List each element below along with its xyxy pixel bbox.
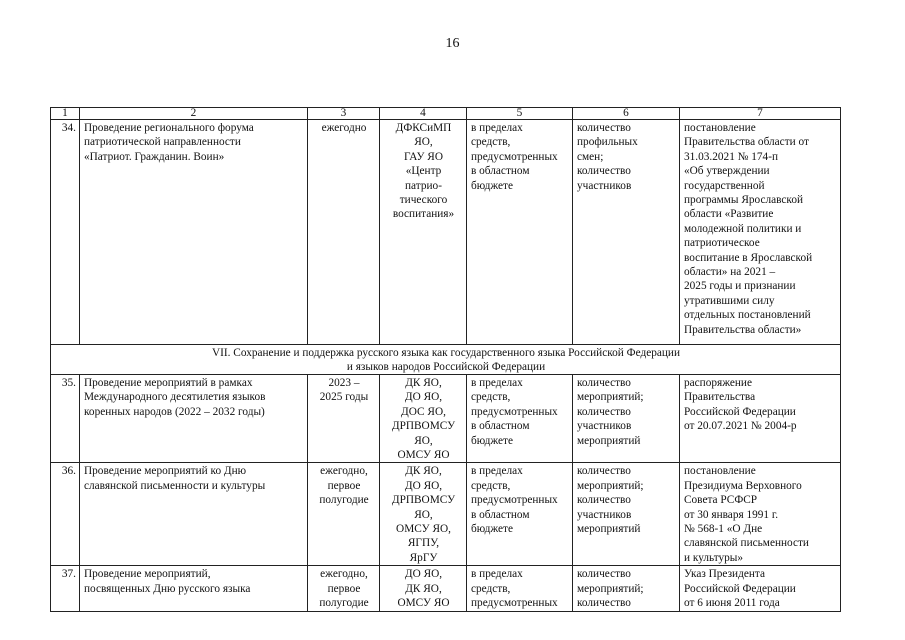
event-executors: ДО ЯО, ДК ЯО, ОМСУ ЯО <box>380 566 467 611</box>
header-cell: 6 <box>573 108 680 120</box>
table-row <box>51 120 841 345</box>
event-period: ежегодно <box>308 120 380 345</box>
header-cell: 7 <box>680 108 841 120</box>
event-legal-basis: постановление Президиума Верховного Совета РСФСР от 30 января 1991 г. № 568-1 «О Дне славянской письменности и культуры» <box>680 463 841 566</box>
row-number: 37. <box>51 566 80 611</box>
plan-table <box>50 107 841 612</box>
event-executors: ДФКСиМП ЯО, ГАУ ЯО «Центр патрио- тического воспитания» <box>380 120 467 345</box>
header-row <box>51 108 841 120</box>
header-cell: 2 <box>80 108 308 120</box>
event-indicators: количество мероприятий; количество участников мероприятий <box>573 375 680 463</box>
table-row <box>51 375 841 463</box>
header-cell: 5 <box>467 108 573 120</box>
event-funding: в пределах средств, предусмотренных <box>467 566 573 611</box>
event-period: 2023 – 2025 годы <box>308 375 380 463</box>
row-number: 35. <box>51 375 80 463</box>
event-name: Проведение мероприятий в рамках Международного десятилетия языков коренных народов (2022 – 2032 годы) <box>80 375 308 463</box>
event-indicators: количество профильных смен; количество участников <box>573 120 680 345</box>
event-period: ежегодно, первое полугодие <box>308 566 380 611</box>
event-period: ежегодно, первое полугодие <box>308 463 380 566</box>
row-number: 34. <box>51 120 80 345</box>
header-cell: 1 <box>51 108 80 120</box>
event-indicators: количество мероприятий; количество <box>573 566 680 611</box>
event-name: Проведение регионального форума патриотической направленности «Патриот. Гражданин. Воин» <box>80 120 308 345</box>
event-funding: в пределах средств, предусмотренных в областном бюджете <box>467 375 573 463</box>
event-name: Проведение мероприятий ко Дню славянской письменности и культуры <box>80 463 308 566</box>
event-legal-basis: постановление Правительства области от 31.03.2021 № 174-п «Об утверждении государственной программы Ярославской области «Развитие молодежной политики и патриотическое воспитание в Ярославской области» на 2021 – 2025 годы и признании утратившими силу отдельных постановлений Правительства области» <box>680 120 841 345</box>
event-legal-basis: распоряжение Правительства Российской Федерации от 20.07.2021 № 2004-р <box>680 375 841 463</box>
table-row <box>51 463 841 566</box>
section-heading: VII. Сохранение и поддержка русского языка как государственного языка Российской Федерации и языков народов Российской Федерации <box>51 345 841 375</box>
event-executors: ДК ЯО, ДО ЯО, ДОС ЯО, ДРПВОМСУ ЯО, ОМСУ ЯО <box>380 375 467 463</box>
event-funding: в пределах средств, предусмотренных в областном бюджете <box>467 120 573 345</box>
table-row <box>51 566 841 611</box>
row-number: 36. <box>51 463 80 566</box>
page-number: 16 <box>445 36 460 51</box>
header-cell: 4 <box>380 108 467 120</box>
event-name: Проведение мероприятий, посвященных Дню русского языка <box>80 566 308 611</box>
event-executors: ДК ЯО, ДО ЯО, ДРПВОМСУ ЯО, ОМСУ ЯО, ЯГПУ, ЯрГУ <box>380 463 467 566</box>
event-indicators: количество мероприятий; количество участников мероприятий <box>573 463 680 566</box>
event-legal-basis: Указ Президента Российской Федерации от 6 июня 2011 года <box>680 566 841 611</box>
event-funding: в пределах средств, предусмотренных в областном бюджете <box>467 463 573 566</box>
section-row <box>51 345 841 375</box>
header-cell: 3 <box>308 108 380 120</box>
